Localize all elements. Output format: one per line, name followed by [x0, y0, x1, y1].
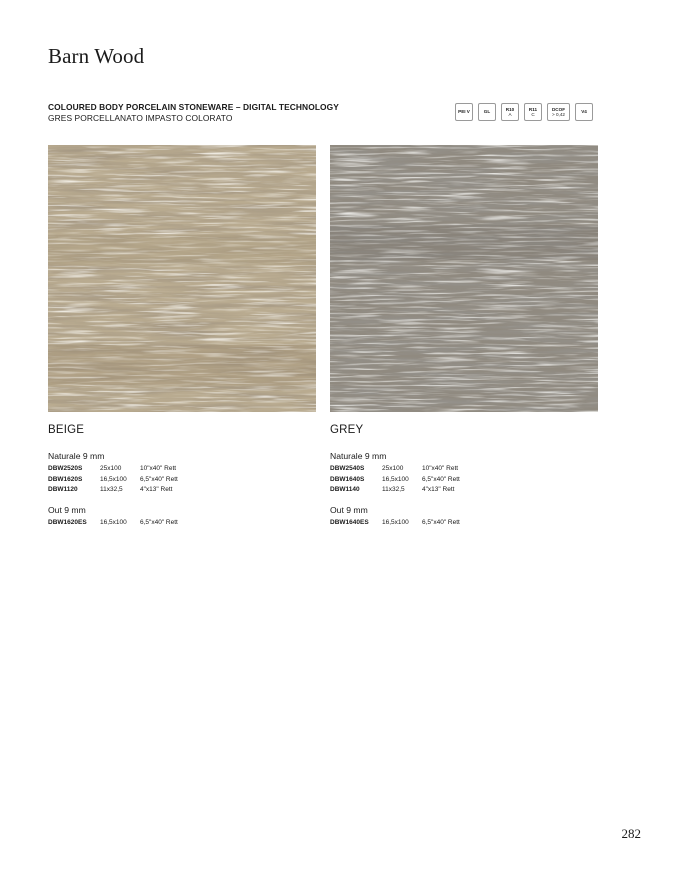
grey-tile-image: [330, 145, 598, 412]
list-item: [330, 518, 482, 529]
grey-out-heading: Out 9 mm: [330, 505, 368, 515]
size-cm: 16,5x100: [100, 475, 127, 483]
list-item: [48, 485, 200, 496]
page-title: Barn Wood: [48, 44, 145, 68]
beige-tile-image: [48, 145, 316, 412]
list-item: [330, 464, 482, 475]
grey-out-list: [330, 518, 482, 529]
size-cm: 16,5x100: [382, 519, 409, 526]
product-code: DBW1140: [330, 486, 360, 493]
badge-label: PEI V: [458, 109, 470, 115]
size-inch: 4"x13" Rett: [422, 486, 455, 493]
badge-label: GL: [483, 109, 491, 115]
size-cm: 25x100: [382, 465, 404, 472]
beige-naturale-heading: Naturale 9 mm: [48, 451, 105, 461]
badge-v4: [575, 103, 593, 121]
beige-out-list: [48, 518, 200, 529]
page-number: 282: [621, 826, 641, 841]
size-cm: 11x32,5: [100, 486, 123, 493]
badge-label: R11: [528, 106, 538, 112]
list-item: [48, 518, 200, 529]
subtitle-english: COLOURED BODY PORCELAIN STONEWARE – DIGITAL TECHNOLOGY: [48, 102, 339, 112]
size-inch: 6,5"x40" Rett: [140, 519, 178, 526]
technical-badges: [455, 103, 593, 121]
size-cm: 16,5x100: [382, 475, 409, 483]
subtitle-italian: GRES PORCELLANATO IMPASTO COLORATO: [48, 113, 233, 123]
product-code: DBW1640S: [330, 475, 365, 483]
product-code: DBW2520S: [48, 465, 83, 472]
list-item: [330, 475, 482, 486]
size-inch: 6,5"x40" Rett: [422, 519, 460, 526]
badge-label: DCOF: [551, 106, 565, 112]
beige-out-heading: Out 9 mm: [48, 505, 86, 515]
list-item: [48, 475, 200, 486]
badge-value: C: [531, 112, 535, 117]
grey-color-name: GREY: [330, 424, 364, 436]
product-code: DBW1620ES: [48, 519, 87, 526]
badge-value: > 0,42: [552, 112, 565, 117]
size-cm: 16,5x100: [100, 519, 127, 526]
list-item: [330, 485, 482, 496]
product-code: DBW1640ES: [330, 519, 369, 526]
badge-value: A: [508, 112, 512, 117]
size-inch: 6,5"x40" Rett: [422, 475, 460, 483]
beige-color-name: BEIGE: [48, 424, 85, 436]
size-cm: 25x100: [100, 465, 122, 472]
badge-label: V4: [581, 109, 587, 115]
badge-dcof: [547, 103, 570, 121]
badge-r10: [501, 103, 519, 121]
badge-label: R10: [505, 106, 515, 112]
product-code: DBW1620S: [48, 475, 83, 483]
size-cm: 11x32,5: [382, 486, 405, 493]
product-code: DBW2540S: [330, 465, 365, 472]
list-item: [48, 464, 200, 475]
size-inch: 10"x40" Rett: [140, 465, 177, 472]
badge-pei: [455, 103, 473, 121]
size-inch: 10"x40" Rett: [422, 465, 459, 472]
grey-naturale-list: [330, 464, 482, 496]
grey-naturale-heading: Naturale 9 mm: [330, 451, 387, 461]
size-inch: 4"x13" Rett: [140, 486, 173, 493]
beige-naturale-list: [48, 464, 200, 496]
badge-r11: [524, 103, 542, 121]
size-inch: 6,5"x40" Rett: [140, 475, 178, 483]
badge-gl: [478, 103, 496, 121]
product-code: DBW1120: [48, 486, 78, 493]
